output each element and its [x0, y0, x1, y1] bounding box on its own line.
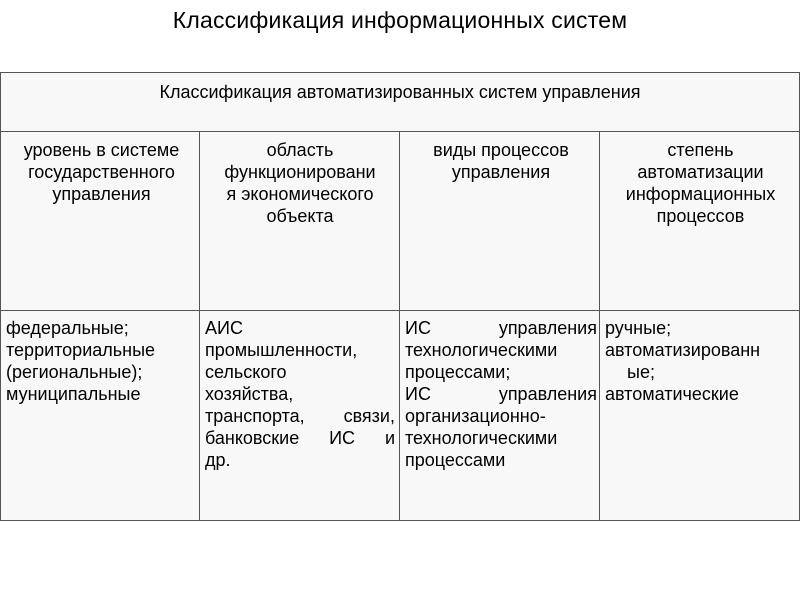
list-item: территориальные: [6, 340, 156, 360]
header-line: информационных: [625, 184, 776, 204]
classification-table: [0, 72, 800, 521]
column-header-process-types: [401, 139, 599, 311]
column-divider: [399, 131, 400, 520]
header-line: уровень в системе: [23, 140, 180, 160]
list-item: технологическими: [405, 340, 558, 360]
list-item: технологическими: [405, 428, 558, 448]
table-caption: Классификация автоматизированных систем управления: [159, 82, 641, 102]
list-item: автоматические: [605, 384, 739, 404]
list-item: АИС: [205, 318, 243, 338]
cell-economic-objects: [201, 317, 399, 517]
list-item: процессами: [405, 450, 506, 470]
list-item: (региональные);: [6, 362, 143, 382]
column-header-automation-degree: [601, 139, 798, 311]
list-item: муниципальные: [6, 384, 141, 404]
header-line: объекта: [266, 206, 334, 226]
header-line: процессов: [656, 206, 745, 226]
list-item: др.: [205, 450, 231, 470]
list-item: хозяйства,: [205, 384, 294, 404]
header-line: автоматизации: [637, 162, 764, 182]
header-line: управления: [52, 184, 151, 204]
cell-government-levels: [2, 317, 199, 517]
column-divider: [599, 131, 600, 520]
list-item: банковские ИС и: [205, 428, 395, 448]
list-item: федеральные;: [6, 318, 129, 338]
header-line: государственного: [28, 162, 175, 182]
list-item: организационно-: [405, 406, 546, 426]
header-line: область: [266, 140, 334, 160]
header-line: виды процессов: [433, 140, 569, 160]
header-line: степень: [667, 140, 734, 160]
list-item: ИС управления: [405, 318, 597, 338]
cell-process-types: [401, 317, 599, 517]
list-item: промышленности,: [205, 340, 358, 360]
row-divider: [1, 131, 799, 132]
slide-title: Классификация информационных систем: [172, 7, 628, 33]
column-divider: [199, 131, 200, 520]
header-line: управления: [451, 162, 551, 182]
cell-automation-degrees: [601, 317, 798, 517]
list-item: транспорта, связи,: [205, 406, 395, 426]
header-line: я экономического: [226, 184, 374, 204]
list-item: ые;: [627, 362, 655, 382]
list-item: сельского: [205, 362, 287, 382]
list-item: ИС управления: [405, 384, 597, 404]
header-line: функционировани: [224, 162, 376, 182]
column-header-government-level: [2, 139, 199, 311]
list-item: ручные;: [605, 318, 672, 338]
list-item: процессами;: [405, 362, 511, 382]
list-item: автоматизированн: [605, 340, 761, 360]
column-header-economic-object: [201, 139, 399, 311]
